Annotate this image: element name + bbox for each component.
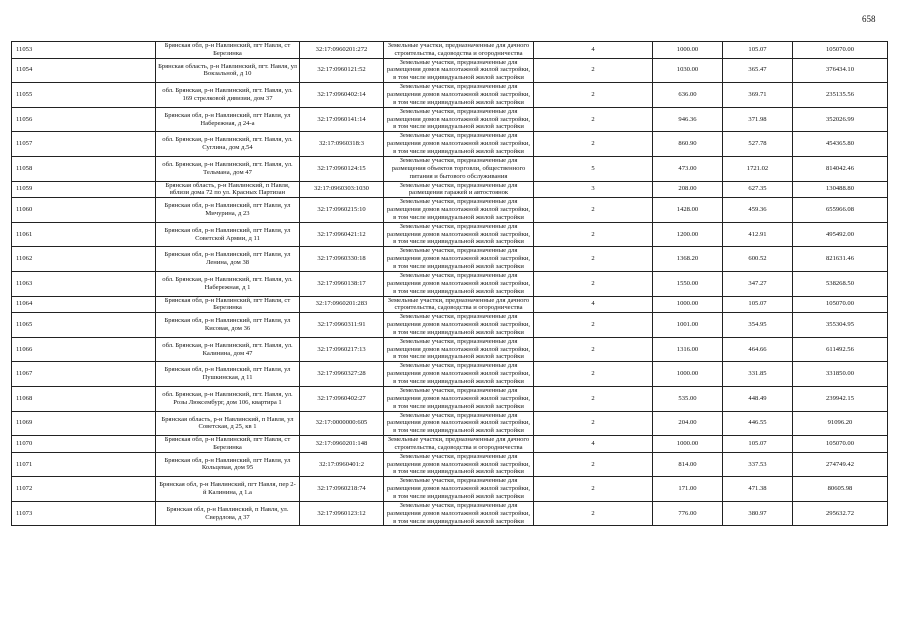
row-land-purpose: Земельные участки, предназначенные для размещения домов малоэтажной жилой застройки, в том числе индивидуальной жилой застройки [384, 107, 534, 132]
row-address: Брянская обл, р-н Навлинский, пгт Навля, ул Пушкинская, д 11 [156, 362, 300, 387]
row-area: 814.00 [653, 452, 723, 477]
row-id: 11063 [12, 271, 156, 296]
row-specific-value: 464.66 [723, 337, 793, 362]
row-land-purpose: Земельные участки, предназначенные для размещения домов малоэтажной жилой застройки, в том числе индивидуальной жилой застройки [384, 271, 534, 296]
row-land-purpose: Земельные участки, предназначенные для размещения домов малоэтажной жилой застройки, в том числе индивидуальной жилой застройки [384, 362, 534, 387]
row-area: 1368.20 [653, 247, 723, 272]
row-cadastral-number: 32:17:0960124:15 [300, 156, 384, 181]
table-row [12, 296, 888, 313]
table-row [12, 132, 888, 157]
row-cadastral-number: 32:17:0960201:272 [300, 42, 384, 59]
row-cadastral-value: 376434.10 [793, 58, 888, 83]
row-cadastral-value: 538268.50 [793, 271, 888, 296]
row-land-purpose: Земельные участки, предназначенные для дачного строительства, садоводства и огородничества [384, 42, 534, 59]
row-specific-value: 365.47 [723, 58, 793, 83]
row-area: 1200.00 [653, 222, 723, 247]
row-land-purpose: Земельные участки, предназначенные для размещения объектов торговли, общественного питания и бытового обслуживания [384, 156, 534, 181]
row-cadastral-number: 32:17:0960330:18 [300, 247, 384, 272]
table-row [12, 156, 888, 181]
row-cadastral-value: 495492.00 [793, 222, 888, 247]
row-address: Брянская обл, р-н Навлинский, пгт Навля, ул Набережная, д 24-а [156, 107, 300, 132]
row-cadastral-number: 32:17:0960215:10 [300, 198, 384, 223]
table-row [12, 222, 888, 247]
row-cadastral-value: 295632.72 [793, 501, 888, 526]
row-area: 776.00 [653, 501, 723, 526]
row-id: 11064 [12, 296, 156, 313]
row-specific-value: 347.27 [723, 271, 793, 296]
row-address: Брянская обл, р-н Навлинский, пгт Навля, ул Советской Армии, д 11 [156, 222, 300, 247]
row-address: Брянская область, р-н Навлинский, п Навля, ул Советская, д 25, кв 1 [156, 411, 300, 436]
row-id: 11061 [12, 222, 156, 247]
row-address: Брянская обл, р-н Навлинский, пгт Навля, ст Березинка [156, 436, 300, 453]
row-cadastral-value: 355304.95 [793, 313, 888, 338]
row-land-purpose: Земельные участки, предназначенные для размещения домов малоэтажной жилой застройки, в том числе индивидуальной жилой застройки [384, 337, 534, 362]
row-group-number: 2 [534, 58, 653, 83]
row-address: обл. Брянская, р-н Навлинский, пгт. Навля, ул. 169 стрелковой дивизии, дом 37 [156, 83, 300, 108]
row-land-purpose: Земельные участки, предназначенные для дачного строительства, садоводства и огородничества [384, 436, 534, 453]
row-cadastral-number: 32:17:0960401:2 [300, 452, 384, 477]
row-area: 1000.00 [653, 296, 723, 313]
row-id: 11073 [12, 501, 156, 526]
row-specific-value: 627.35 [723, 181, 793, 198]
row-cadastral-number: 32:17:0960121:52 [300, 58, 384, 83]
table-row [12, 107, 888, 132]
row-group-number: 4 [534, 296, 653, 313]
row-group-number: 2 [534, 477, 653, 502]
row-address: Брянская обл, р-н Навлинский, пгт Навля, ул Мичурина, д 23 [156, 198, 300, 223]
row-land-purpose: Земельные участки, предназначенные для размещения домов малоэтажной жилой застройки, в том числе индивидуальной жилой застройки [384, 83, 534, 108]
row-specific-value: 412.91 [723, 222, 793, 247]
row-cadastral-number: 32:17:0960123:12 [300, 501, 384, 526]
row-id: 11056 [12, 107, 156, 132]
row-land-purpose: Земельные участки, предназначенные для размещения домов малоэтажной жилой застройки, в том числе индивидуальной жилой застройки [384, 313, 534, 338]
row-address: Брянская обл, р-н Навлинский, п Навля, ул. Свердлова, д 37 [156, 501, 300, 526]
row-address: Брянская обл, р-н Навлинский, пгт Навля, пер 2-й Калинина, д 1.а [156, 477, 300, 502]
row-specific-value: 600.52 [723, 247, 793, 272]
row-group-number: 2 [534, 247, 653, 272]
row-land-purpose: Земельные участки, предназначенные для размещения домов малоэтажной жилой застройки, в том числе индивидуальной жилой застройки [384, 132, 534, 157]
row-specific-value: 459.36 [723, 198, 793, 223]
row-group-number: 2 [534, 313, 653, 338]
row-id: 11062 [12, 247, 156, 272]
row-specific-value: 354.95 [723, 313, 793, 338]
row-cadastral-value: 611492.56 [793, 337, 888, 362]
row-cadastral-number: 32:17:0960311:91 [300, 313, 384, 338]
row-cadastral-value: 239942.15 [793, 386, 888, 411]
row-cadastral-value: 352026.99 [793, 107, 888, 132]
row-area: 1550.00 [653, 271, 723, 296]
row-cadastral-number: 32:17:0960318:3 [300, 132, 384, 157]
row-land-purpose: Земельные участки, предназначенные для размещения домов малоэтажной жилой застройки, в том числе индивидуальной жилой застройки [384, 58, 534, 83]
row-area: 1428.00 [653, 198, 723, 223]
table-row [12, 58, 888, 83]
row-cadastral-value: 235135.56 [793, 83, 888, 108]
row-cadastral-number: 32:17:0960141:14 [300, 107, 384, 132]
row-cadastral-value: 655966.08 [793, 198, 888, 223]
row-land-purpose: Земельные участки, предназначенные для размещения домов малоэтажной жилой застройки, в том числе индивидуальной жилой застройки [384, 452, 534, 477]
row-specific-value: 105.07 [723, 296, 793, 313]
row-specific-value: 446.55 [723, 411, 793, 436]
row-specific-value: 380.97 [723, 501, 793, 526]
row-group-number: 2 [534, 337, 653, 362]
row-id: 11071 [12, 452, 156, 477]
table-body [12, 42, 888, 526]
row-group-number: 2 [534, 452, 653, 477]
table-row [12, 386, 888, 411]
row-area: 1316.00 [653, 337, 723, 362]
row-group-number: 2 [534, 83, 653, 108]
row-land-purpose: Земельные участки, предназначенные для размещения гаражей и автостоянок [384, 181, 534, 198]
table-row [12, 501, 888, 526]
row-land-purpose: Земельные участки, предназначенные для размещения домов малоэтажной жилой застройки, в том числе индивидуальной жилой застройки [384, 247, 534, 272]
row-group-number: 2 [534, 132, 653, 157]
row-group-number: 2 [534, 362, 653, 387]
row-address: обл. Брянская, р-н Навлинский, пгт. Навля, ул. Розы Люксембург, дом 106, квартира 1 [156, 386, 300, 411]
row-id: 11068 [12, 386, 156, 411]
row-cadastral-number: 32:17:0960201:283 [300, 296, 384, 313]
row-id: 11067 [12, 362, 156, 387]
row-area: 1001.00 [653, 313, 723, 338]
row-land-purpose: Земельные участки, предназначенные для размещения домов малоэтажной жилой застройки, в том числе индивидуальной жилой застройки [384, 501, 534, 526]
row-cadastral-value: 91096.20 [793, 411, 888, 436]
row-group-number: 2 [534, 107, 653, 132]
table-row [12, 271, 888, 296]
row-id: 11057 [12, 132, 156, 157]
row-cadastral-value: 105070.00 [793, 296, 888, 313]
row-group-number: 2 [534, 198, 653, 223]
row-id: 11066 [12, 337, 156, 362]
row-land-purpose: Земельные участки, предназначенные для дачного строительства, садоводства и огородничества [384, 296, 534, 313]
row-address: Брянская обл, р-н Навлинский, пгт Навля, ст Березинка [156, 42, 300, 59]
row-specific-value: 369.71 [723, 83, 793, 108]
table-row [12, 83, 888, 108]
row-specific-value: 105.07 [723, 42, 793, 59]
page-number: 658 [862, 14, 876, 24]
row-area: 1000.00 [653, 436, 723, 453]
row-specific-value: 1721.02 [723, 156, 793, 181]
row-area: 636.00 [653, 83, 723, 108]
cadastral-value-table [11, 41, 888, 526]
row-specific-value: 371.98 [723, 107, 793, 132]
row-id: 11054 [12, 58, 156, 83]
row-cadastral-value: 331850.00 [793, 362, 888, 387]
row-cadastral-value: 130488.80 [793, 181, 888, 198]
row-cadastral-number: 32:17:0960303:1030 [300, 181, 384, 198]
row-id: 11055 [12, 83, 156, 108]
row-area: 860.90 [653, 132, 723, 157]
row-group-number: 2 [534, 222, 653, 247]
row-area: 946.36 [653, 107, 723, 132]
row-cadastral-number: 32:17:0960218:74 [300, 477, 384, 502]
row-cadastral-number: 32:17:0960327:28 [300, 362, 384, 387]
table-row [12, 362, 888, 387]
row-group-number: 2 [534, 411, 653, 436]
row-area: 473.00 [653, 156, 723, 181]
table-row [12, 337, 888, 362]
table-row [12, 436, 888, 453]
table-row [12, 181, 888, 198]
row-specific-value: 527.78 [723, 132, 793, 157]
row-address: обл. Брянская, р-н Навлинский, пгт. Навля, ул. Набережная, д 1 [156, 271, 300, 296]
row-cadastral-number: 32:17:0960421:12 [300, 222, 384, 247]
row-address: Брянская обл, р-н Навлинский, пгт Навля, ул Кисовая, дом 36 [156, 313, 300, 338]
row-address: Брянская область, р-н Навлинский, п Навля, вблизи дома 72 по ул. Красных Партизан [156, 181, 300, 198]
row-land-purpose: Земельные участки, предназначенные для размещения домов малоэтажной жилой застройки, в том числе индивидуальной жилой застройки [384, 411, 534, 436]
table-row [12, 42, 888, 59]
row-id: 11058 [12, 156, 156, 181]
row-group-number: 4 [534, 436, 653, 453]
table-row [12, 411, 888, 436]
row-area: 204.00 [653, 411, 723, 436]
row-id: 11069 [12, 411, 156, 436]
table-row [12, 198, 888, 223]
row-address: Брянская область, р-н Навлинский, пгт. Навля, ул Вокзальной, д 10 [156, 58, 300, 83]
row-land-purpose: Земельные участки, предназначенные для размещения домов малоэтажной жилой застройки, в том числе индивидуальной жилой застройки [384, 477, 534, 502]
row-area: 535.00 [653, 386, 723, 411]
row-cadastral-value: 105070.00 [793, 436, 888, 453]
row-land-purpose: Земельные участки, предназначенные для размещения домов малоэтажной жилой застройки, в том числе индивидуальной жилой застройки [384, 386, 534, 411]
row-cadastral-number: 32:17:0000000:605 [300, 411, 384, 436]
table-row [12, 477, 888, 502]
row-cadastral-value: 814042.46 [793, 156, 888, 181]
row-id: 11060 [12, 198, 156, 223]
row-id: 11072 [12, 477, 156, 502]
row-cadastral-number: 32:17:0960402:27 [300, 386, 384, 411]
row-cadastral-value: 105070.00 [793, 42, 888, 59]
row-group-number: 5 [534, 156, 653, 181]
table-row [12, 247, 888, 272]
row-id: 11065 [12, 313, 156, 338]
row-specific-value: 105.07 [723, 436, 793, 453]
row-cadastral-number: 32:17:0960138:17 [300, 271, 384, 296]
row-cadastral-value: 274749.42 [793, 452, 888, 477]
row-area: 1000.00 [653, 362, 723, 387]
row-group-number: 3 [534, 181, 653, 198]
row-cadastral-value: 454365.80 [793, 132, 888, 157]
row-specific-value: 337.53 [723, 452, 793, 477]
row-address: обл. Брянская, р-н Навлинский, пгт. Навля, ул. Тельмана, дом 47 [156, 156, 300, 181]
row-group-number: 4 [534, 42, 653, 59]
row-land-purpose: Земельные участки, предназначенные для размещения домов малоэтажной жилой застройки, в том числе индивидуальной жилой застройки [384, 198, 534, 223]
row-specific-value: 471.38 [723, 477, 793, 502]
row-address: обл. Брянская, р-н Навлинский, пгт. Навля, ул. Суглина, дом д.54 [156, 132, 300, 157]
row-id: 11059 [12, 181, 156, 198]
row-address: Брянская обл, р-н Навлинский, пгт Навля, ул Кольцевая, дом 95 [156, 452, 300, 477]
table-row [12, 313, 888, 338]
row-address: Брянская обл, р-н Навлинский, пгт Навля, ст Березинка [156, 296, 300, 313]
row-address: Брянская обл, р-н Навлинский, пгт Навля, ул Ленина, дом 38 [156, 247, 300, 272]
row-area: 208.00 [653, 181, 723, 198]
row-area: 1030.00 [653, 58, 723, 83]
row-specific-value: 448.49 [723, 386, 793, 411]
row-id: 11053 [12, 42, 156, 59]
row-address: обл. Брянская, р-н Навлинский, пгт. Навля, ул. Калинина, дом 47 [156, 337, 300, 362]
row-group-number: 2 [534, 386, 653, 411]
row-cadastral-value: 80605.98 [793, 477, 888, 502]
row-id: 11070 [12, 436, 156, 453]
row-specific-value: 331.85 [723, 362, 793, 387]
table-row [12, 452, 888, 477]
row-cadastral-value: 821631.46 [793, 247, 888, 272]
row-cadastral-number: 32:17:0960217:13 [300, 337, 384, 362]
row-area: 1000.00 [653, 42, 723, 59]
row-cadastral-number: 32:17:0960402:14 [300, 83, 384, 108]
row-area: 171.00 [653, 477, 723, 502]
row-cadastral-number: 32:17:0960201:148 [300, 436, 384, 453]
row-group-number: 2 [534, 501, 653, 526]
row-land-purpose: Земельные участки, предназначенные для размещения домов малоэтажной жилой застройки, в том числе индивидуальной жилой застройки [384, 222, 534, 247]
row-group-number: 2 [534, 271, 653, 296]
